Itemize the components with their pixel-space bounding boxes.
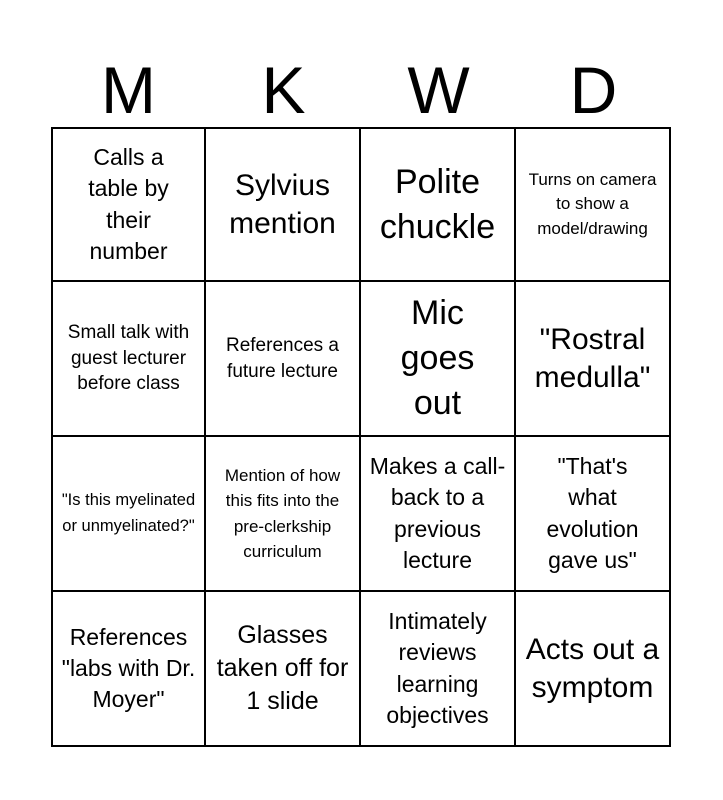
cell-text: "Is this myelinated or unmyelinated?" [61,490,196,535]
bingo-cell[interactable] [361,127,516,282]
cell-text: References "labs with Dr. Moyer" [61,623,196,713]
bingo-cell[interactable] [206,437,361,592]
cell-text: Calls a table by their number [88,144,169,264]
bingo-header [51,52,671,128]
bingo-cell[interactable] [206,282,361,437]
bingo-cell[interactable] [206,127,361,282]
bingo-board [51,127,671,747]
header-letter-d: D [569,53,618,127]
cell-text: Intimately reviews learning objectives [386,608,489,728]
header-letter-w: W [407,53,470,127]
bingo-cell[interactable] [516,127,671,282]
cell-text: Polite chuckle [379,162,496,246]
bingo-cell[interactable] [51,282,206,437]
bingo-cell[interactable] [206,592,361,747]
cell-text: Sylvius mention [229,169,336,240]
cell-text: Turns on camera to show a model/drawing [528,169,657,238]
cell-text: "That's what evolution gave us" [546,453,639,573]
bingo-cell[interactable] [516,437,671,592]
cell-text: Mic goes out [400,294,475,422]
bingo-cell[interactable] [51,592,206,747]
header-letter-m: M [101,53,156,127]
cell-text: Glasses taken off for 1 slide [216,621,349,715]
cell-text: References a future lecture [225,334,339,382]
header-letter-k: K [261,53,306,127]
bingo-cell[interactable] [361,592,516,747]
cell-text: Mention of how this fits into the pre-clerkship curriculum [224,465,341,561]
bingo-cell[interactable] [361,437,516,592]
cell-text: Makes a call-back to a previous lecture [369,453,506,573]
cell-text: Acts out a symptom [525,633,660,704]
bingo-cell[interactable] [516,592,671,747]
bingo-cell[interactable] [51,127,206,282]
cell-text: Small talk with guest lecturer before class [67,322,190,395]
bingo-cell[interactable] [516,282,671,437]
bingo-cell[interactable] [51,437,206,592]
bingo-cell[interactable] [361,282,516,437]
cell-text: "Rostral medulla" [534,323,651,394]
